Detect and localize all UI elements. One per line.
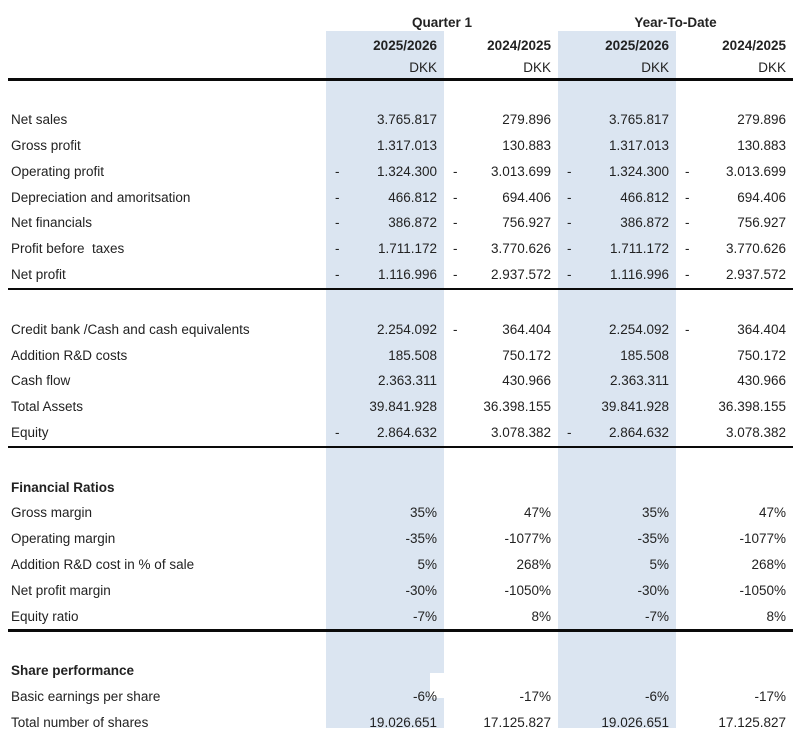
cell-value: - 1.711.172 xyxy=(335,241,437,257)
cell-value: 268% xyxy=(516,557,551,573)
negative-sign: - xyxy=(335,267,340,283)
cell-value: 17.125.827 xyxy=(718,715,786,731)
cell-value: - 756.927 xyxy=(685,215,786,231)
cell-value: - 3.770.626 xyxy=(685,241,786,257)
table-row xyxy=(8,236,793,262)
blank-row xyxy=(8,290,793,316)
table-row xyxy=(8,578,793,604)
cell-value: -1077% xyxy=(504,531,551,547)
cell-value: 39.841.928 xyxy=(369,399,437,415)
section-header-row xyxy=(8,474,793,500)
cell-value: -6% xyxy=(644,689,669,705)
cell-value: -6% xyxy=(412,689,437,705)
cell-value: - 1.116.996 xyxy=(567,267,669,283)
cell-value: 750.172 xyxy=(502,347,551,363)
row-label: Addition R&D costs xyxy=(11,347,128,363)
cell-value: - 694.406 xyxy=(453,189,551,205)
cell-value: - 694.406 xyxy=(685,189,786,205)
cell-value: -35% xyxy=(637,531,669,547)
negative-sign: - xyxy=(453,215,458,231)
cell-value: 2.254.092 xyxy=(376,321,437,337)
cell-value: 36.398.155 xyxy=(718,399,786,415)
blank-row xyxy=(8,448,793,474)
cell-value: 8% xyxy=(766,609,786,625)
negative-sign: - xyxy=(335,425,340,441)
row-label: Net sales xyxy=(11,111,68,127)
row-label: Depreciation and amoritsation xyxy=(11,189,191,205)
cell-value: 185.508 xyxy=(620,347,669,363)
cell-value: 19.026.651 xyxy=(601,715,669,731)
table-row xyxy=(8,132,793,158)
cell-value: 1.317.013 xyxy=(608,137,669,153)
column-header-year: 2024/2025 xyxy=(722,37,786,53)
row-label: Net profit xyxy=(11,267,66,283)
negative-sign: - xyxy=(453,241,458,257)
cell-value: 185.508 xyxy=(388,347,437,363)
cell-value: - 2.864.632 xyxy=(335,425,437,441)
row-label: Equity ratio xyxy=(11,609,79,625)
cell-value: 3.078.382 xyxy=(725,425,786,441)
row-label: Net profit margin xyxy=(11,583,111,599)
cell-value: - 364.404 xyxy=(685,321,786,337)
table-row xyxy=(8,342,793,368)
cell-value: - 2.937.572 xyxy=(453,267,551,283)
cell-value: 17.125.827 xyxy=(483,715,551,731)
row-label: Profit before taxes xyxy=(11,241,125,257)
table-row xyxy=(8,368,793,394)
row-label: Share performance xyxy=(11,663,135,679)
cell-value: - 386.872 xyxy=(335,215,437,231)
column-header-currency: DKK xyxy=(409,60,437,75)
cell-value: 47% xyxy=(758,505,786,521)
column-header-year: 2024/2025 xyxy=(487,37,551,53)
row-label: Total number of shares xyxy=(11,715,149,731)
table-body xyxy=(8,81,793,735)
cell-value: - 466.812 xyxy=(335,189,437,205)
negative-sign: - xyxy=(685,321,690,337)
section-header-row xyxy=(8,658,793,684)
blank-row xyxy=(8,81,793,107)
row-label: Cash flow xyxy=(11,373,71,389)
cell-value: 5% xyxy=(417,557,437,573)
table-row xyxy=(8,604,793,630)
cell-value: - 3.013.699 xyxy=(453,163,551,179)
cell-value: 8% xyxy=(531,609,551,625)
negative-sign: - xyxy=(685,215,690,231)
negative-sign: - xyxy=(453,321,458,337)
cell-value: 750.172 xyxy=(737,347,786,363)
group-header-quarter1: Quarter 1 xyxy=(411,15,473,30)
financial-report-table xyxy=(8,12,793,735)
negative-sign: - xyxy=(335,241,340,257)
column-header-row xyxy=(8,33,793,57)
cell-value: 279.896 xyxy=(502,111,551,127)
table-row xyxy=(8,184,793,210)
negative-sign: - xyxy=(453,267,458,283)
column-header-year: 2025/2026 xyxy=(373,37,437,53)
row-label: Credit bank /Cash and cash equivalents xyxy=(11,321,250,337)
cell-value: -1050% xyxy=(504,583,551,599)
table-row xyxy=(8,500,793,526)
table-row xyxy=(8,684,793,710)
row-label: Gross profit xyxy=(11,137,81,153)
cell-value: 130.883 xyxy=(737,137,786,153)
cell-value: - 756.927 xyxy=(453,215,551,231)
cell-value: 2.363.311 xyxy=(609,373,669,389)
column-header-currency: DKK xyxy=(641,60,669,75)
row-label: Basic earnings per share xyxy=(11,689,161,705)
cell-value: 19.026.651 xyxy=(369,715,437,731)
cell-value: 430.966 xyxy=(737,373,786,389)
cell-value: 279.896 xyxy=(737,111,786,127)
cell-value: - 386.872 xyxy=(567,215,669,231)
table-row xyxy=(8,710,793,735)
cell-value: 5% xyxy=(649,557,669,573)
row-label: Gross margin xyxy=(11,505,93,521)
table-row xyxy=(8,420,793,446)
row-label: Addition R&D cost in % of sale xyxy=(11,557,195,573)
column-header-currency: DKK xyxy=(758,60,786,75)
cell-value: 36.398.155 xyxy=(483,399,551,415)
group-header-row xyxy=(8,12,793,33)
negative-sign: - xyxy=(685,241,690,257)
negative-sign: - xyxy=(453,163,458,179)
cell-value: -1050% xyxy=(739,583,786,599)
cell-value: 2.363.311 xyxy=(377,373,437,389)
negative-sign: - xyxy=(567,241,572,257)
cell-value: - 364.404 xyxy=(453,321,551,337)
negative-sign: - xyxy=(335,189,340,205)
table-row xyxy=(8,394,793,420)
currency-header-row xyxy=(8,57,793,78)
cell-value: -7% xyxy=(412,609,437,625)
row-label: Operating profit xyxy=(11,163,105,179)
table-row xyxy=(8,210,793,236)
cell-value: - 466.812 xyxy=(567,189,669,205)
cell-value: - 2.937.572 xyxy=(685,267,786,283)
group-header-year-to-date: Year-To-Date xyxy=(634,15,717,30)
negative-sign: - xyxy=(567,215,572,231)
cell-value: - 1.324.300 xyxy=(335,163,437,179)
negative-sign: - xyxy=(567,163,572,179)
negative-sign: - xyxy=(685,163,690,179)
negative-sign: - xyxy=(453,189,458,205)
cell-value: 3.765.817 xyxy=(608,111,669,127)
cell-value: 35% xyxy=(641,505,669,521)
blank-row xyxy=(8,632,793,658)
cell-value: -35% xyxy=(405,531,437,547)
cell-value: 3.765.817 xyxy=(376,111,437,127)
cell-value: - 2.864.632 xyxy=(567,425,669,441)
table-row xyxy=(8,106,793,132)
cell-value: - 1.324.300 xyxy=(567,163,669,179)
negative-sign: - xyxy=(567,267,572,283)
cell-value: -1077% xyxy=(739,531,786,547)
row-label: Financial Ratios xyxy=(11,479,115,495)
row-label: Total Assets xyxy=(11,399,84,415)
cell-value: - 3.770.626 xyxy=(453,241,551,257)
table-row xyxy=(8,316,793,342)
cell-value: -7% xyxy=(644,609,669,625)
cell-value: 130.883 xyxy=(502,137,551,153)
cell-value: -30% xyxy=(405,583,437,599)
cell-value: 430.966 xyxy=(502,373,551,389)
cell-value: 39.841.928 xyxy=(601,399,669,415)
cell-value: 1.317.013 xyxy=(376,137,437,153)
row-label: Net financials xyxy=(11,215,93,231)
cell-value: 3.078.382 xyxy=(490,425,551,441)
negative-sign: - xyxy=(685,267,690,283)
cell-value: 47% xyxy=(523,505,551,521)
negative-sign: - xyxy=(567,189,572,205)
table-row xyxy=(8,158,793,184)
table-row xyxy=(8,262,793,288)
row-label: Operating margin xyxy=(11,531,116,547)
column-header-currency: DKK xyxy=(523,60,551,75)
negative-sign: - xyxy=(685,189,690,205)
table-row xyxy=(8,552,793,578)
cell-value: - 3.013.699 xyxy=(685,163,786,179)
cell-value: 35% xyxy=(409,505,437,521)
cell-value: 2.254.092 xyxy=(608,321,669,337)
column-header-year: 2025/2026 xyxy=(605,37,669,53)
cell-value: -17% xyxy=(754,689,786,705)
cell-value: - 1.711.172 xyxy=(567,241,669,257)
table-row xyxy=(8,526,793,552)
row-label: Equity xyxy=(11,425,49,441)
cell-value: - 1.116.996 xyxy=(335,267,437,283)
negative-sign: - xyxy=(335,215,340,231)
cell-value: -30% xyxy=(637,583,669,599)
negative-sign: - xyxy=(335,163,340,179)
cell-value: 268% xyxy=(751,557,786,573)
negative-sign: - xyxy=(567,425,572,441)
cell-value: -17% xyxy=(519,689,551,705)
